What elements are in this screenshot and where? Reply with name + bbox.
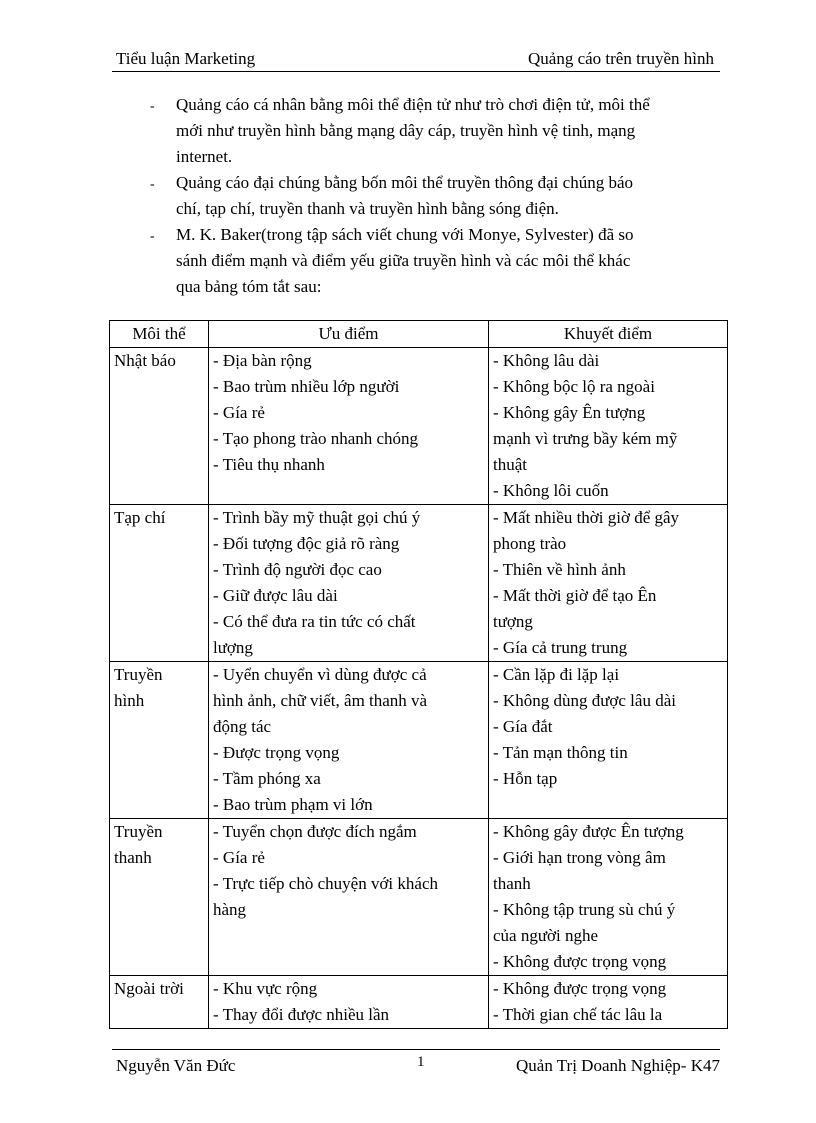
text-line: M. K. Baker(trong tập sách viết chung với Monye, Sylvester) đã so (176, 225, 634, 244)
list-item (150, 222, 720, 300)
cell-line: động tác (213, 717, 272, 736)
cell-line: - Tản mạn thông tin (493, 743, 628, 762)
cell-line: phong trào (493, 534, 567, 553)
cell-line: - Hỗn tạp (493, 769, 558, 788)
cell-line: - Trực tiếp chò chuyện với khách (213, 874, 438, 893)
pros-cell (209, 662, 489, 819)
cell-line: - Thay đổi được nhiều lần (213, 1005, 390, 1024)
cell-line: - Mất nhiều thời giờ để gây (493, 508, 680, 527)
table-row (110, 662, 728, 819)
cell-line: Nhật báo (114, 351, 176, 370)
table-row (110, 976, 728, 1029)
list-item (150, 170, 720, 222)
cell-line: tượng (493, 612, 533, 631)
bullet-mark: - (150, 177, 155, 192)
table-row (110, 505, 728, 662)
cell-line: - Trình bầy mỹ thuật gọi chú ý (213, 508, 421, 527)
pros-cell (209, 348, 489, 505)
bullet-mark: - (150, 229, 155, 244)
cell-line: Truyền (114, 822, 163, 841)
header-media: Môi thể (110, 321, 209, 348)
cell-line: mạnh vì trưng bầy kém mỹ (493, 429, 678, 448)
header-cons: Khuyết điểm (489, 321, 728, 348)
table-row (110, 819, 728, 976)
media-cell (110, 348, 209, 505)
cell-line: của người nghe (493, 926, 599, 945)
pros-cell (209, 819, 489, 976)
cell-line: - Uyển chuyển vì dùng được cả (213, 665, 427, 684)
cell-line: - Không lâu dài (493, 351, 600, 370)
media-cell (110, 505, 209, 662)
header-left: Tiểu luận Marketing (116, 49, 256, 68)
cell-line: - Bao trùm nhiều lớp người (213, 377, 400, 396)
cell-line: - Không dùng được lâu dài (493, 691, 676, 710)
text-line: qua bảng tóm tắt sau: (176, 277, 322, 296)
cell-line: lượng (213, 638, 253, 657)
cell-line: - Gía rẻ (213, 848, 265, 867)
cell-line: Truyền (114, 665, 163, 684)
cell-line: - Được trọng vọng (213, 743, 340, 762)
cell-line: thanh (114, 848, 152, 867)
footer-author: Nguyễn Văn Đức (116, 1056, 236, 1075)
cell-line: Ngoài trời (114, 979, 184, 998)
cell-line: thuật (493, 455, 527, 474)
header-right: Quảng cáo trên truyền hình (528, 49, 714, 68)
cell-line: thanh (493, 874, 531, 893)
cell-line: - Thời gian chế tác lâu la (493, 1005, 663, 1024)
cell-line: - Không bộc lộ ra ngoài (493, 377, 655, 396)
table-row (110, 348, 728, 505)
media-cell (110, 662, 209, 819)
media-cell (110, 976, 209, 1029)
cell-line: - Bao trùm phạm vi lớn (213, 795, 373, 814)
cell-line: - Gía rẻ (213, 403, 265, 422)
cell-line: - Tầm phóng xa (213, 769, 321, 788)
cell-line: - Mất thời giờ để tạo Ên (493, 586, 657, 605)
pros-cell (209, 505, 489, 662)
cell-line: - Giữ được lâu dài (213, 586, 338, 605)
cell-line: - Tiêu thụ nhanh (213, 455, 325, 474)
cell-line: hình (114, 691, 145, 710)
page-footer (112, 1049, 720, 1080)
text-line: internet. (176, 147, 233, 166)
text-line: Quảng cáo đại chúng bằng bốn môi thể truyền thông đại chúng báo (176, 173, 633, 192)
header-pros: Ưu điểm (209, 321, 489, 348)
cell-line: - Tuyển chọn được đích ngắm (213, 822, 417, 841)
text-line: chí, tạp chí, truyền thanh và truyền hình bằng sóng điện. (176, 199, 559, 218)
cell-line: - Thiên về hình ảnh (493, 560, 626, 579)
text-line: sánh điểm mạnh và điểm yếu giữa truyền hình và các môi thể khác (176, 251, 631, 270)
cons-cell (489, 976, 728, 1029)
cell-line: - Không gây Ên tượng (493, 403, 646, 422)
cell-line: - Địa bàn rộng (213, 351, 312, 370)
cons-cell (489, 819, 728, 976)
cell-line: - Có thể đưa ra tin tức có chất (213, 612, 416, 631)
cell-line: Tạp chí (114, 508, 166, 527)
cell-line: - Giới hạn trong vòng âm (493, 848, 666, 867)
table-header-row (110, 321, 728, 348)
cons-cell (489, 348, 728, 505)
list-item (150, 92, 720, 170)
cell-line: hàng (213, 900, 247, 919)
text-line: mới như truyền hình bằng mạng dây cáp, truyền hình vệ tinh, mạng (176, 121, 636, 140)
cons-cell (489, 505, 728, 662)
cell-line: - Không được trọng vọng (493, 952, 667, 971)
cell-line: - Không gây được Ên tượng (493, 822, 684, 841)
bullet-list (150, 92, 720, 300)
cell-line: - Gía cả trung trung (493, 638, 628, 657)
cell-line: - Đối tượng độc giả rõ ràng (213, 534, 400, 553)
footer-course: Quản Trị Doanh Nghiệp- K47 (516, 1056, 720, 1075)
media-cell (110, 819, 209, 976)
cons-cell (489, 662, 728, 819)
text-line: Quảng cáo cá nhân bằng môi thể điện tử như trò chơi điện tử, môi thể (176, 95, 650, 114)
cell-line: - Gía đắt (493, 717, 553, 736)
cell-line: - Không lôi cuốn (493, 481, 609, 500)
comparison-table (109, 320, 728, 1029)
cell-line: - Trình độ người đọc cao (213, 560, 382, 579)
cell-line: - Không được trọng vọng (493, 979, 667, 998)
cell-line: - Tạo phong trào nhanh chóng (213, 429, 419, 448)
cell-line: - Không tập trung sù chú ý (493, 900, 676, 919)
bullet-mark: - (150, 99, 155, 114)
cell-line: - Khu vực rộng (213, 979, 318, 998)
page-header (112, 49, 720, 72)
page-number: 1 (417, 1054, 425, 1070)
cell-line: hình ảnh, chữ viết, âm thanh và (213, 691, 428, 710)
pros-cell (209, 976, 489, 1029)
cell-line: - Cần lặp đi lặp lại (493, 665, 620, 684)
